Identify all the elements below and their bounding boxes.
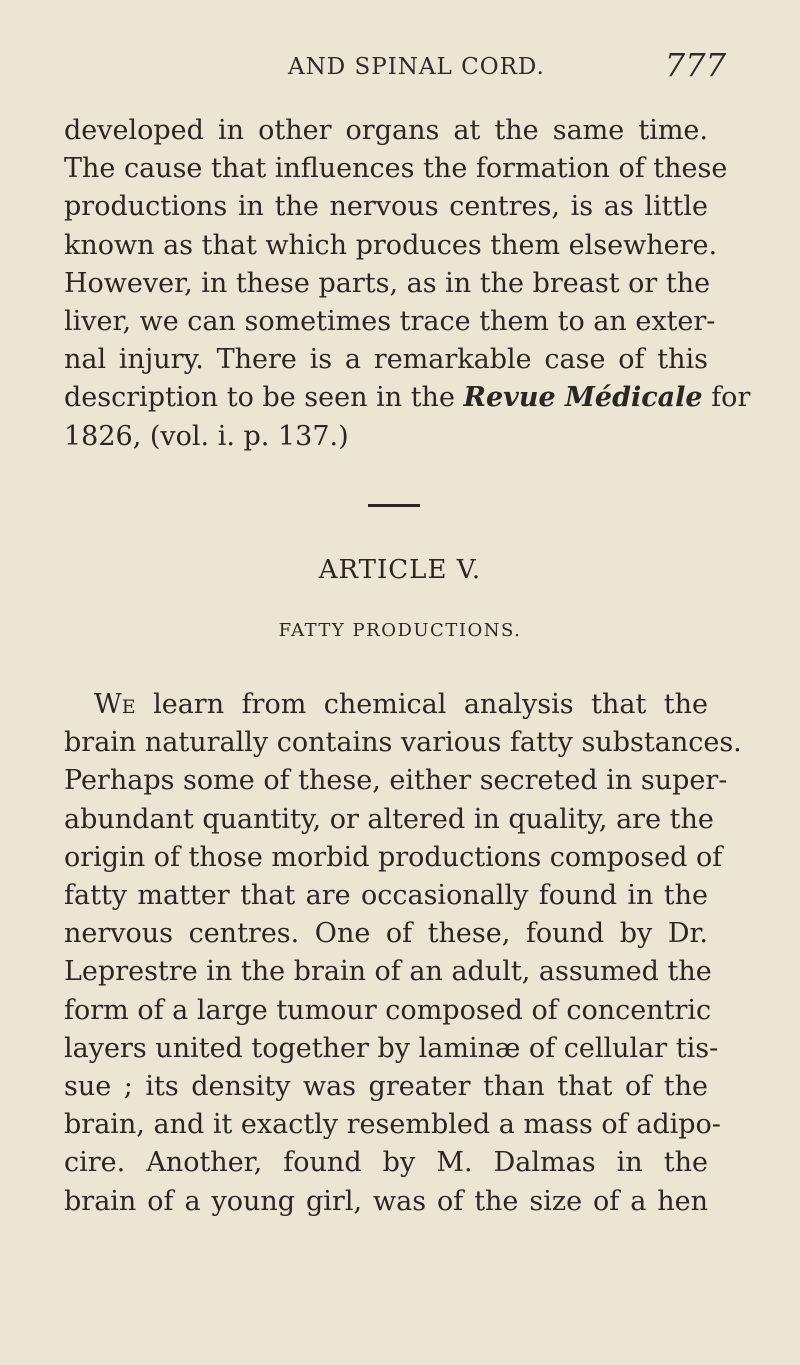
text-line: productions in the nervous centres, is as little: [64, 191, 708, 223]
text-line: [64, 379, 751, 417]
article-title: ARTICLE V.: [318, 555, 482, 585]
text-fragment: learn from chemical analysis that the: [135, 689, 708, 720]
text-line: However, in these parts, as in the breast or the: [64, 267, 711, 299]
text-line: 1826, (vol. i. p. 137.): [64, 420, 349, 452]
journal-title: Revue Médicale: [463, 382, 703, 414]
paragraph-2: [64, 686, 742, 1221]
text-line: Perhaps some of these, either secreted in super-: [64, 765, 728, 797]
text-line: The cause that influences the formation of these: [64, 153, 728, 185]
text-line: origin of those morbid productions composed of: [64, 841, 723, 873]
drop-word: We: [94, 689, 136, 720]
text-line: fatty matter that are occasionally found in the: [64, 880, 708, 912]
text-line: abundant quantity, or altered in quality, are the: [64, 803, 714, 835]
text-line: form of a large tumour composed of concentric: [64, 994, 712, 1026]
text-line: cire. Another, found by M. Dalmas in the: [64, 1147, 708, 1179]
text-line: known as that which produces them elsewhere.: [64, 229, 718, 261]
text-line: Leprestre in the brain of an adult, assumed the: [64, 956, 712, 988]
article-subtitle: FATTY PRODUCTIONS.: [278, 620, 522, 641]
text-line: brain of a young girl, was of the size of a hen: [64, 1185, 708, 1217]
text-line: [64, 686, 708, 724]
text-fragment: for: [702, 382, 751, 414]
section-divider: [368, 504, 420, 507]
text-line: brain naturally contains various fatty substances.: [64, 727, 742, 759]
text-line: liver, we can sometimes trace them to an exter-: [64, 306, 716, 338]
text-line: sue ; its density was greater than that of the: [64, 1071, 708, 1103]
running-head: AND SPINAL CORD.: [288, 54, 545, 80]
text-line: nal injury. There is a remarkable case of this: [64, 344, 708, 376]
text-line: nervous centres. One of these, found by Dr.: [64, 918, 708, 950]
page-number: 777: [664, 46, 726, 84]
text-line: brain, and it exactly resembled a mass of adipo-: [64, 1109, 721, 1141]
text-line: layers united together by laminæ of cellular tis-: [64, 1032, 719, 1064]
text-fragment: description to be seen in the: [64, 382, 464, 414]
paragraph-1: [64, 112, 751, 456]
text-line: developed in other organs at the same time.: [64, 115, 708, 146]
